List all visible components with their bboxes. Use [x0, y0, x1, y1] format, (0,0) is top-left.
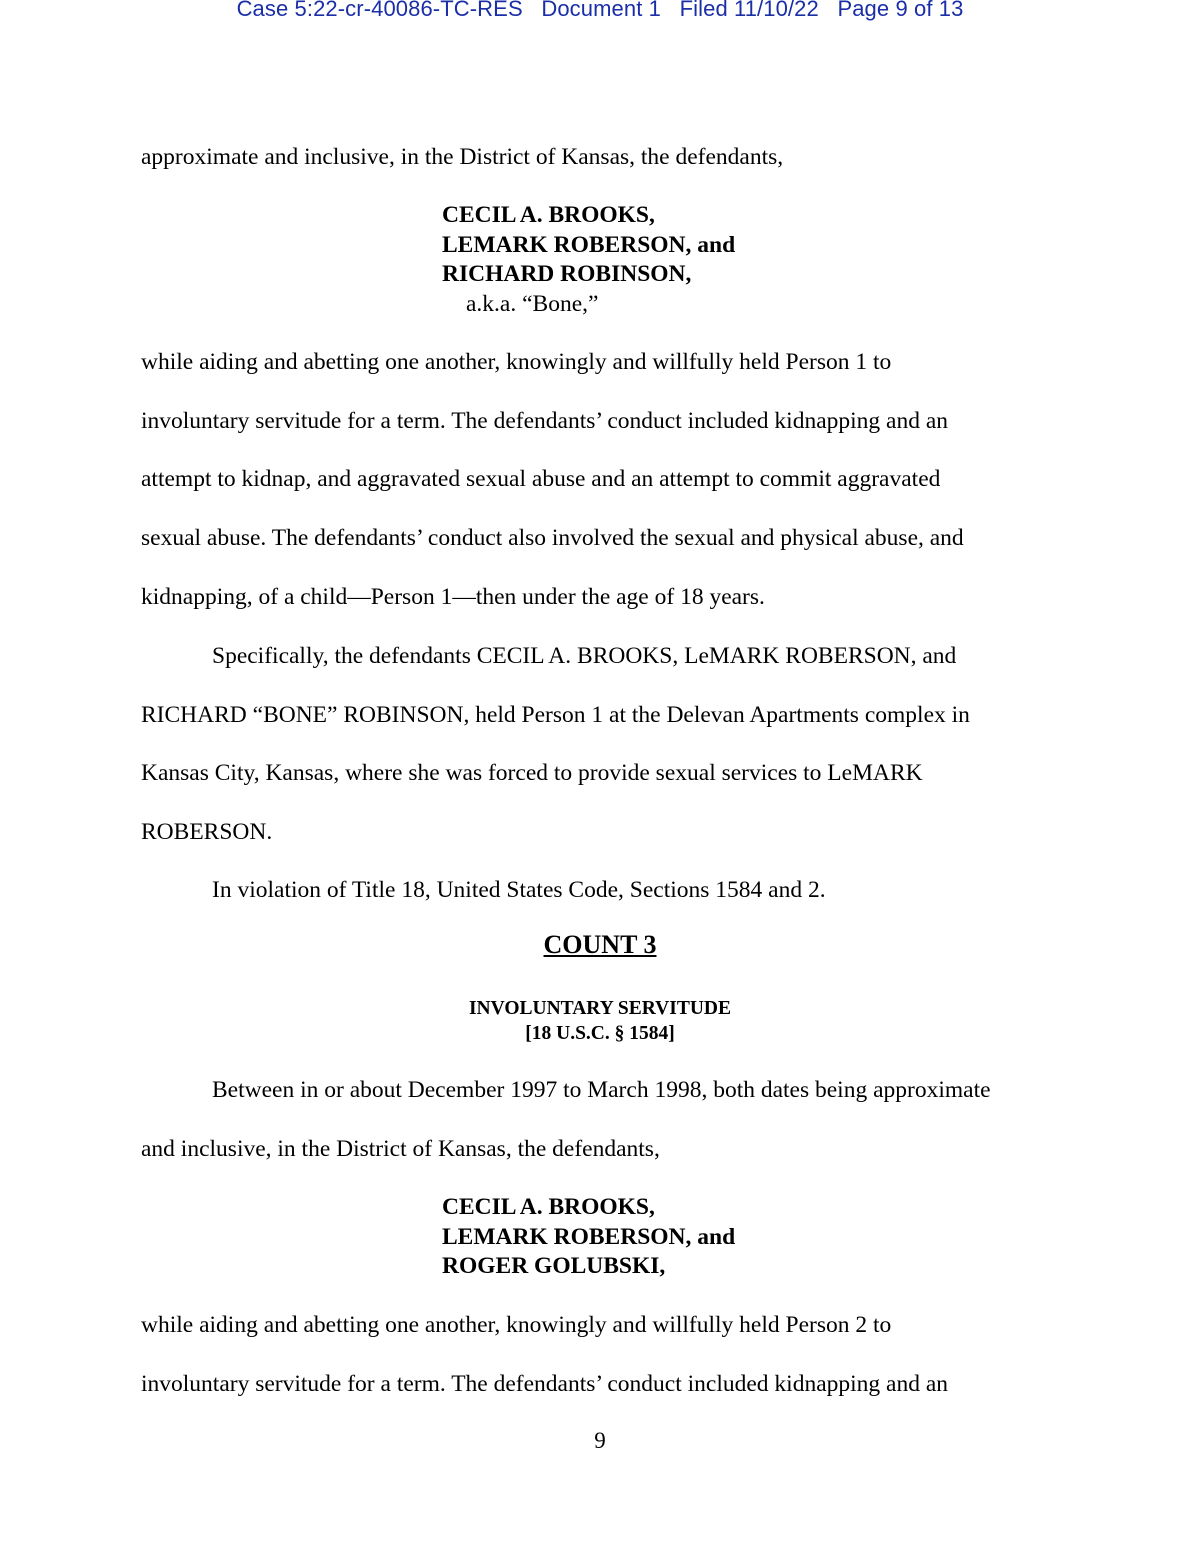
paragraph-count-3-charge — [141, 1296, 1081, 1413]
text-line: kidnapping, of a child—Person 1—then under the age of 18 years. — [141, 583, 765, 610]
defendants-block-count-3 — [442, 1193, 735, 1282]
text-line: approximate and inclusive, in the District of Kansas, the defendants, — [141, 144, 784, 170]
paragraph-charge-description — [141, 333, 1081, 627]
paragraph-violation — [141, 861, 1081, 920]
defendant-name: LEMARK ROBERSON, and — [442, 231, 736, 258]
defendants-block-count-2 — [442, 201, 735, 319]
defendant-alias: a.k.a. “Bone,” — [466, 290, 599, 317]
text-line: involuntary servitude for a term. The defendants’ conduct included kidnapping and an — [141, 407, 949, 434]
count-title: INVOLUNTARY SERVITUDE — [468, 998, 732, 1019]
page-number: 9 — [594, 1428, 606, 1453]
text-line: involuntary servitude for a term. The defendants’ conduct included kidnapping and an — [141, 1370, 949, 1397]
text-line: RICHARD “BONE” ROBINSON, held Person 1 at the Delevan Apartments complex in — [141, 701, 970, 728]
text-line: ROBERSON. — [141, 819, 273, 846]
text-line: while aiding and abetting one another, knowingly and willfully held Person 2 to — [141, 1312, 892, 1338]
text-line: Between in or about December 1997 to March 1998, both dates being approximate — [212, 1077, 991, 1103]
text-line: Specifically, the defendants CECIL A. BROOKS, LeMARK ROBERSON, and — [212, 643, 957, 669]
defendant-name: LEMARK ROBERSON, and — [442, 1223, 736, 1250]
paragraph-intro-continuation — [141, 128, 1081, 187]
text-line: and inclusive, in the District of Kansas, the defendants, — [141, 1135, 660, 1162]
defendant-name: RICHARD ROBINSON, — [442, 261, 692, 287]
defendant-name: CECIL A. BROOKS, — [442, 202, 655, 228]
defendant-name: CECIL A. BROOKS, — [442, 1194, 655, 1220]
paragraph-specifics — [141, 627, 1081, 862]
defendant-name: ROGER GOLUBSKI, — [442, 1253, 666, 1279]
text-line: while aiding and abetting one another, knowingly and willfully held Person 1 to — [141, 349, 892, 375]
paragraph-count-3-intro — [141, 1061, 1081, 1178]
count-statute: [18 U.S.C. § 1584] — [525, 1023, 675, 1044]
text-line: Kansas City, Kansas, where she was forced to provide sexual services to LeMARK — [141, 760, 923, 787]
text-line: attempt to kidnap, and aggravated sexual abuse and an attempt to commit aggravated — [141, 466, 941, 493]
text-line: sexual abuse. The defendants’ conduct also involved the sexual and physical abuse, and — [141, 525, 964, 552]
count-heading: COUNT 3 — [543, 930, 657, 959]
court-filing-stamp: Case 5:22-cr-40086-TC-RES Document 1 Filed 11/10/22 Page 9 of 13 — [236, 0, 964, 21]
text-line: In violation of Title 18, United States Code, Sections 1584 and 2. — [212, 877, 826, 903]
